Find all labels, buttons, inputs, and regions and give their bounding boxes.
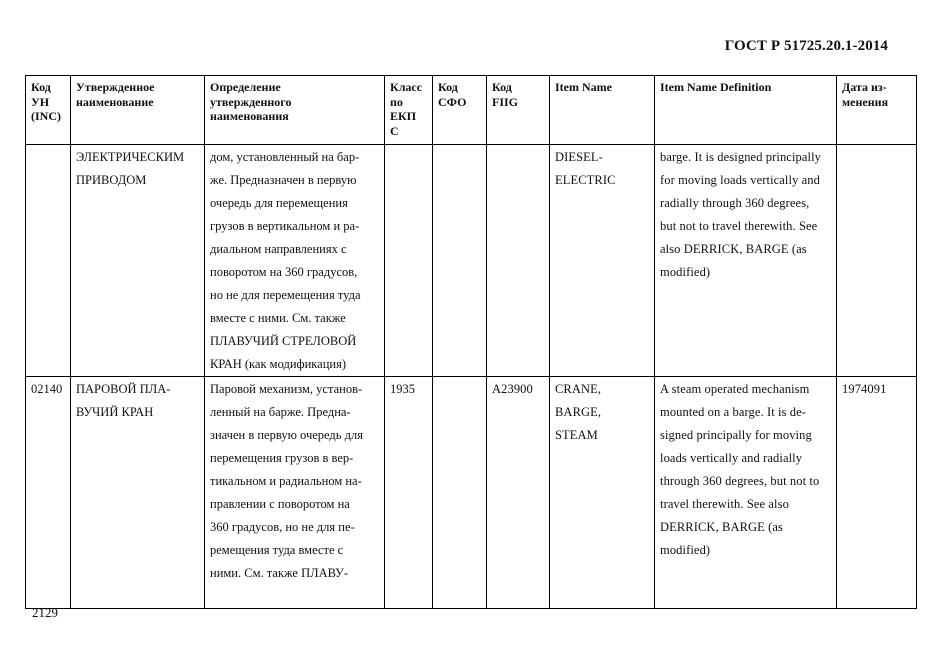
cell-sfo-code bbox=[433, 377, 487, 609]
cell-item-name-definition: barge. It is designed principally for moving loads vertically and radially through 360 degrees, but not to travel therewith. See also DERRICK, BARGE (as modified) bbox=[655, 145, 837, 377]
cell-approved-definition: дом, установленный на бар- же. Предназначен в первую очередь для перемещения грузов в вертикальном и ра- диальном направлениях с поворотом на 360 градусов, но не для перемещения туда вместе с ними. См. также ПЛАВУЧИЙ СТРЕЛОВОЙ КРАН (как модификация) bbox=[205, 145, 385, 377]
cell-approved-name: ЭЛЕКТРИЧЕСКИМ ПРИВОДОМ bbox=[71, 145, 205, 377]
cell-approved-name: ПАРОВОЙ ПЛА- ВУЧИЙ КРАН bbox=[71, 377, 205, 609]
col-header-item-name: Item Name bbox=[550, 76, 655, 145]
col-header-fiig-code: Код FIIG bbox=[487, 76, 550, 145]
col-header-class: Класс по ЕКП С bbox=[385, 76, 433, 145]
cell-change-date: 1974091 bbox=[837, 377, 917, 609]
col-header-item-name-definition: Item Name Definition bbox=[655, 76, 837, 145]
cell-fiig-code bbox=[487, 145, 550, 377]
col-header-inc-code: Код УН (INC) bbox=[26, 76, 71, 145]
page-number: 2129 bbox=[32, 605, 58, 620]
cell-sfo-code bbox=[433, 145, 487, 377]
col-header-change-date: Дата из- менения bbox=[837, 76, 917, 145]
cell-item-name-definition: A steam operated mechanism mounted on a barge. It is de- signed principally for moving loads vertically and radially through 360 degrees, but not to travel therewith. See also DERRICK, BARGE (as modified) bbox=[655, 377, 837, 609]
cell-item-name: DIESEL- ELECTRIC bbox=[550, 145, 655, 377]
cell-inc-code: 02140 bbox=[26, 377, 71, 609]
cell-approved-definition: Паровой механизм, установ- ленный на барже. Предна- значен в первую очередь для перемещения грузов в вер- тикальном и радиальном на- правлении с поворотом на 360 градусов, но не для пе- ремещения туда вместе с ними. См. также ПЛАВУ- bbox=[205, 377, 385, 609]
cell-item-name: CRANE, BARGE, STEAM bbox=[550, 377, 655, 609]
header-row bbox=[26, 76, 917, 145]
col-header-sfo-code: Код СФО bbox=[433, 76, 487, 145]
col-header-approved-name: Утвержденное наименование bbox=[71, 76, 205, 145]
cell-class: 1935 bbox=[385, 377, 433, 609]
table-row bbox=[26, 377, 917, 609]
nomenclature-table bbox=[25, 75, 917, 609]
document-code: ГОСТ Р 51725.20.1-2014 bbox=[724, 38, 888, 54]
col-header-approved-definition: Определение утвержденного наименования bbox=[205, 76, 385, 145]
cell-inc-code bbox=[26, 145, 71, 377]
table-row bbox=[26, 145, 917, 377]
cell-class bbox=[385, 145, 433, 377]
cell-change-date bbox=[837, 145, 917, 377]
cell-fiig-code: A23900 bbox=[487, 377, 550, 609]
